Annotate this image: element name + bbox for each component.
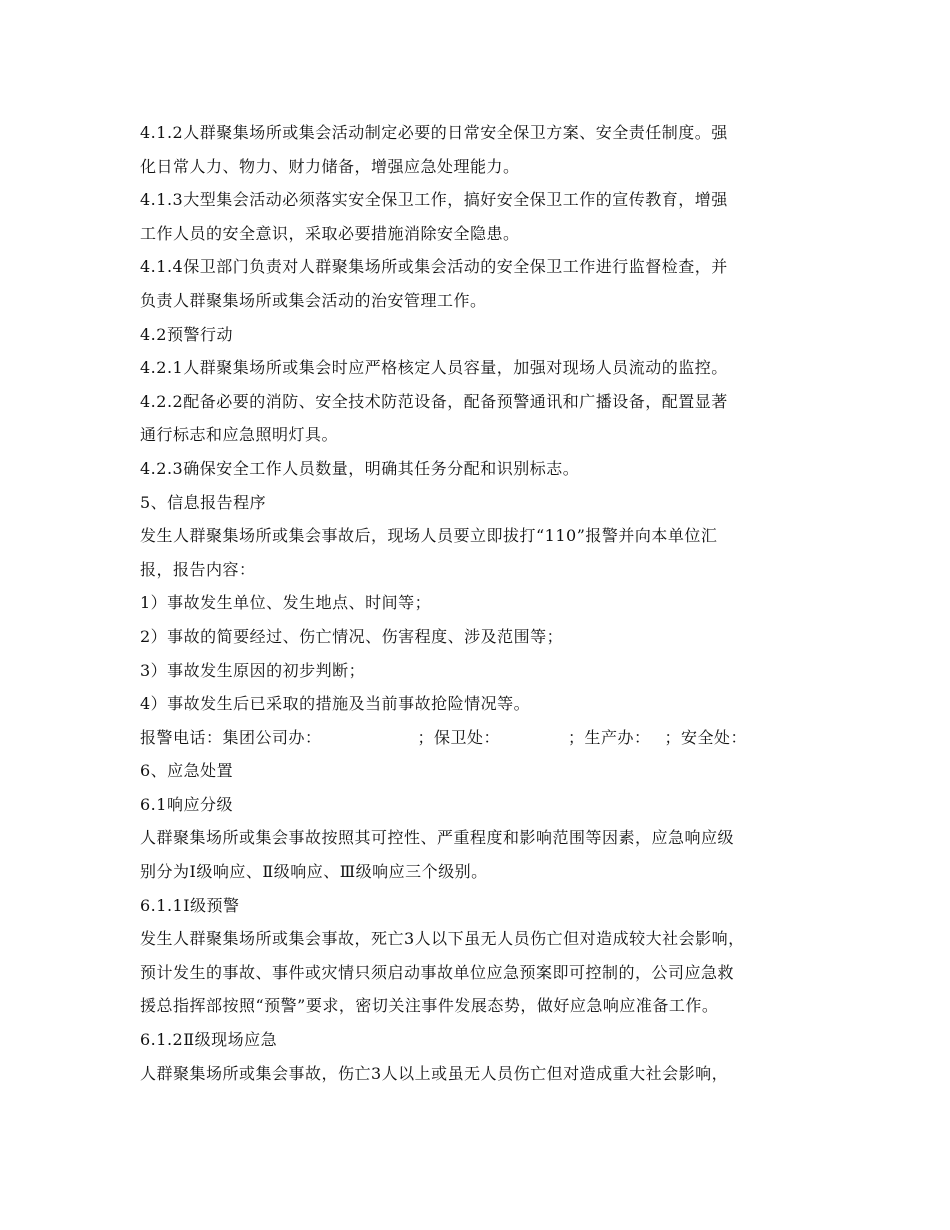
section-heading: 4.2预警行动 <box>140 324 233 344</box>
text-line: 通行标志和应急照明灯具。 <box>140 425 339 445</box>
text-line: 负责人群聚集场所或集会活动的治安管理工作。 <box>140 290 487 310</box>
text-line: 4.2.3确保安全工作人员数量，明确其任务分配和识别标志。 <box>140 458 580 478</box>
text-line: 发生人群聚集场所或集会事故，死亡3人以下虽无人员伤亡但对造成较大社会影响， <box>140 929 745 949</box>
text-line: 发生人群聚集场所或集会事故后，现场人员要立即拔打“110”报警并向本单位汇 <box>140 526 718 546</box>
section-heading: 6.1响应分级 <box>140 794 233 814</box>
section-heading: 6、应急处置 <box>140 761 234 781</box>
alarm-phone-line <box>140 721 820 755</box>
text-line: 报，报告内容： <box>140 559 256 579</box>
list-item: 1）事故发生单位、发生地点、时间等； <box>140 593 432 613</box>
alarm-prefix: 报警电话：集团公司办： <box>140 727 322 747</box>
section-heading: 5、信息报告程序 <box>140 492 267 512</box>
text-line: 别分为Ⅰ级响应、Ⅱ级响应、Ⅲ级响应三个级别。 <box>140 862 488 882</box>
text-line: 4.2.1人群聚集场所或集会时应严格核定人员容量，加强对现场人员流动的监控。 <box>140 358 728 378</box>
text-line: 预计发生的事故、事件或灾情只须启动事故单位应急预案即可控制的，公司应急救 <box>140 962 735 982</box>
alarm-security: ；保卫处： <box>417 727 501 747</box>
text-line: 4.1.2人群聚集场所或集会活动制定必要的日常安全保卫方案、安全责任制度。强 <box>140 123 728 142</box>
alarm-safety: ；安全处： <box>664 727 748 747</box>
text-line: 化日常人力、物力、财力储备，增强应急处理能力。 <box>140 156 520 176</box>
text-line: 4.1.3大型集会活动必须落实安全保卫工作，搞好安全保卫工作的宣传教育，增强 <box>140 190 728 210</box>
text-line: 人群聚集场所或集会事故，伤亡3人以上或虽无人员伤亡但对造成重大社会影响， <box>140 1063 729 1083</box>
document-body <box>140 116 820 1090</box>
list-item: 4）事故发生后已采取的措施及当前事故抢险情况等。 <box>140 694 531 714</box>
text-line: 援总指挥部按照“预警”要求，密切关注事件发展态势，做好应急响应准备工作。 <box>140 996 719 1016</box>
section-heading: 6.1.2Ⅱ级现场应急 <box>140 1030 278 1050</box>
text-line: 4.1.4保卫部门负责对人群聚集场所或集会活动的安全保卫工作进行监督检查，并 <box>140 257 728 277</box>
list-item: 2）事故的简要经过、伤亡情况、伤害程度、涉及范围等； <box>140 626 564 646</box>
text-line: 4.2.2配备必要的消防、安全技术防范设备，配备预警通讯和广播设备，配置显著 <box>140 391 728 411</box>
text-line: 工作人员的安全意识，采取必要措施消除安全隐患。 <box>140 223 520 243</box>
text-line: 人群聚集场所或集会事故按照其可控性、严重程度和影响范围等因素，应急响应级 <box>140 828 735 848</box>
section-heading: 6.1.1Ⅰ级预警 <box>140 895 240 915</box>
list-item: 3）事故发生原因的初步判断； <box>140 660 366 680</box>
alarm-production: ；生产办： <box>568 727 651 747</box>
